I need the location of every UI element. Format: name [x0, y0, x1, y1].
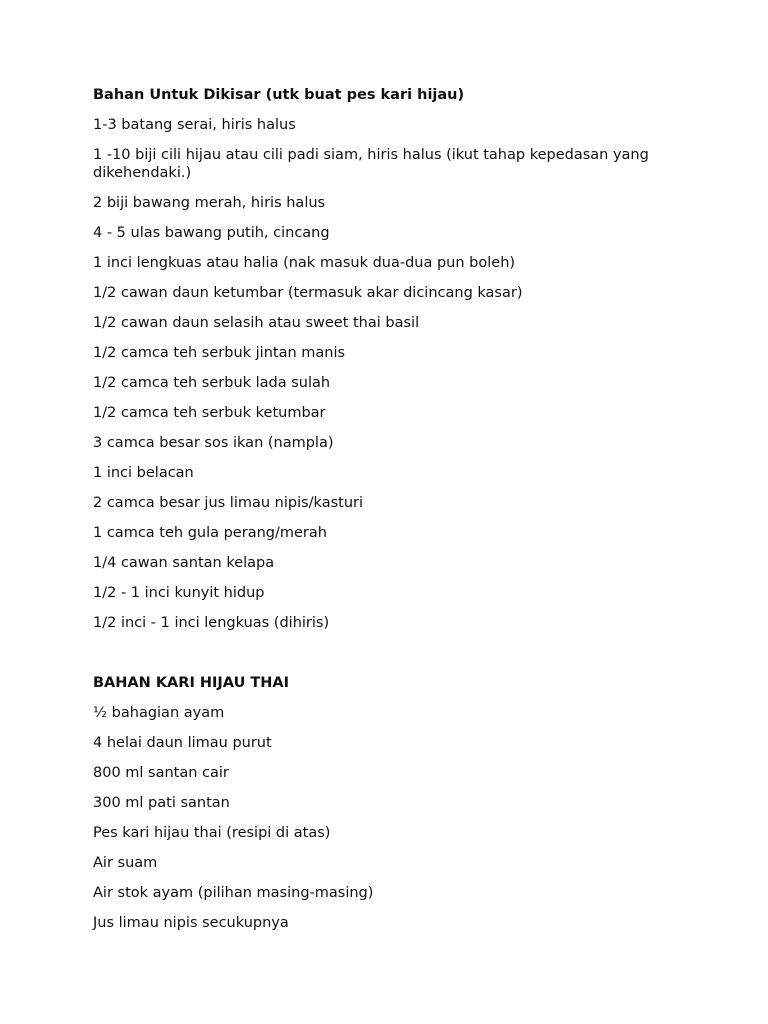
- list-item: 2 biji bawang merah, hiris halus: [93, 195, 326, 211]
- list-item: Air stok ayam (pilihan masing-masing): [93, 885, 374, 901]
- list-item: Air suam: [93, 855, 158, 871]
- document-page: [93, 86, 663, 944]
- list-item: 1 inci belacan: [93, 465, 194, 481]
- list-item: 1 inci lengkuas atau halia (nak masuk dua-dua pun boleh): [93, 255, 516, 271]
- list-item: 1/2 inci - 1 inci lengkuas (dihiris): [93, 615, 330, 631]
- list-item: 300 ml pati santan: [93, 795, 230, 811]
- section-heading-paste: Bahan Untuk Dikisar (utk buat pes kari hijau): [93, 87, 465, 103]
- list-item: 1/2 - 1 inci kunyit hidup: [93, 585, 265, 601]
- list-item: 4 helai daun limau purut: [93, 735, 272, 751]
- list-item: Pes kari hijau thai (resipi di atas): [93, 825, 331, 841]
- ingredient-list-curry: [93, 704, 663, 932]
- list-item: 1/2 cawan daun ketumbar (termasuk akar dicincang kasar): [93, 285, 523, 301]
- list-item: 1/2 cawan daun selasih atau sweet thai basil: [93, 315, 420, 331]
- list-item: 4 - 5 ulas bawang putih, cincang: [93, 225, 330, 241]
- list-item: 3 camca besar sos ikan (nampla): [93, 435, 334, 451]
- list-item: 1-3 batang serai, hiris halus: [93, 117, 296, 133]
- list-item: 800 ml santan cair: [93, 765, 229, 781]
- list-item: 1/2 camca teh serbuk ketumbar: [93, 405, 326, 421]
- list-item: Jus limau nipis secukupnya: [93, 915, 289, 931]
- section-spacer: [93, 644, 663, 674]
- list-item: 1 -10 biji cili hijau atau cili padi siam, hiris halus (ikut tahap kepedasan yang dikehendaki.): [93, 147, 649, 181]
- section-heading-curry: BAHAN KARI HIJAU THAI: [93, 675, 290, 691]
- list-item: 1/2 camca teh serbuk jintan manis: [93, 345, 346, 361]
- list-item: ½ bahagian ayam: [93, 705, 225, 721]
- ingredient-list-paste: [93, 116, 663, 632]
- list-item: 1 camca teh gula perang/merah: [93, 525, 327, 541]
- list-item: 1/2 camca teh serbuk lada sulah: [93, 375, 331, 391]
- list-item: 2 camca besar jus limau nipis/kasturi: [93, 495, 364, 511]
- list-item: 1/4 cawan santan kelapa: [93, 555, 275, 571]
